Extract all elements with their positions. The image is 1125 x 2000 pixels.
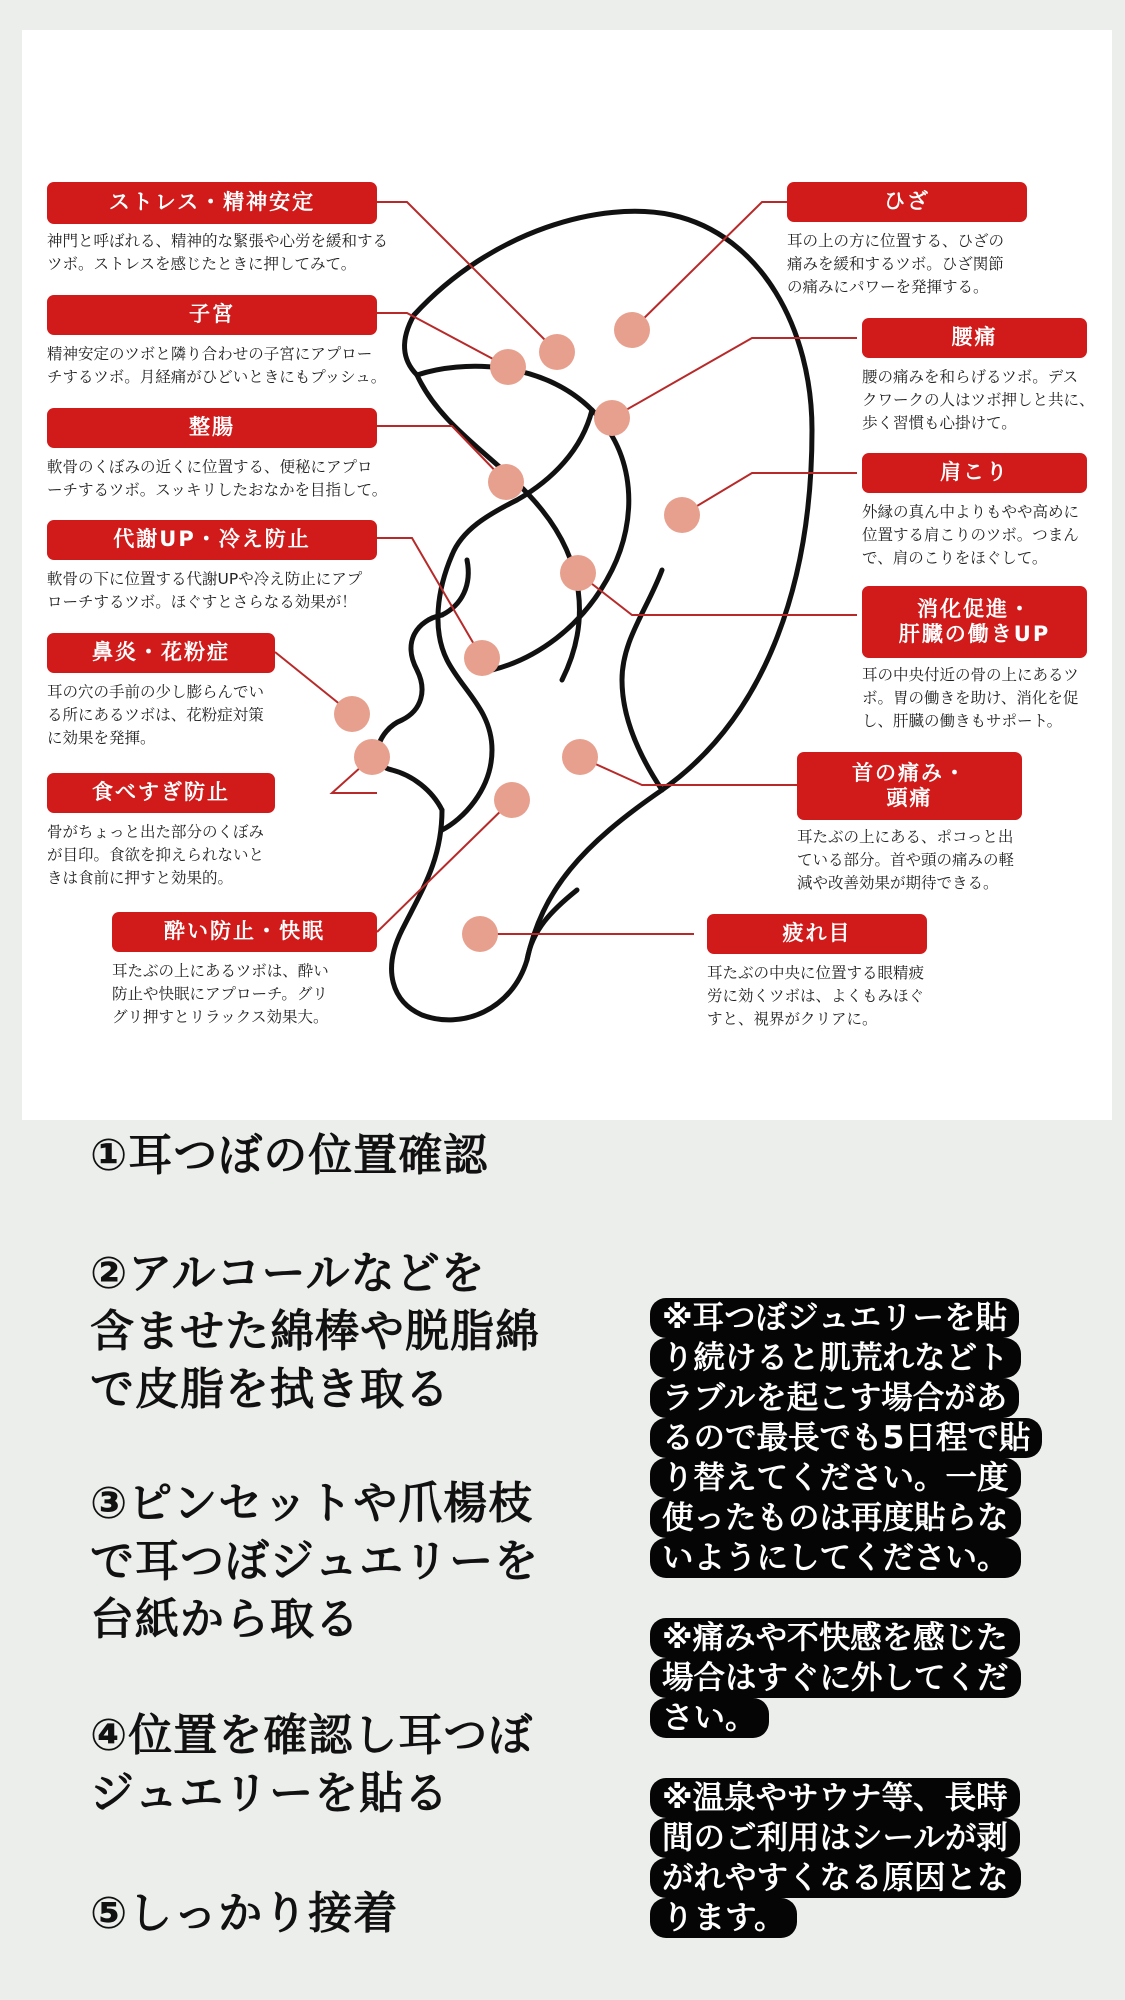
acupoint-metabolism	[464, 640, 500, 676]
desc-shoulder: 外縁の真ん中よりもやや高めに 位置する肩こりのツボ。つまん で、肩のこりをほぐして。	[862, 503, 1080, 567]
desc-overeat: 骨がちょっと出た部分のくぼみ が目印。食欲を抑えられないと きは食前に押すと効果的。	[47, 823, 265, 887]
acupoint-nose	[334, 696, 370, 732]
label-hangover: 酔い防止・快眠	[112, 912, 377, 952]
label-shoulder: 肩こり	[862, 453, 1087, 493]
label-backpain: 腰痛	[862, 318, 1087, 358]
desc-digestion: 耳の中央付近の骨の上にあるツ ボ。胃の働きを助け、消化を促 し、肝臓の働きもサポート。	[862, 666, 1079, 730]
desc-backpain: 腰の痛みを和らげるツボ。デス クワークの人はツボ押しと共に、 歩く習慣も心掛けて。	[862, 368, 1095, 432]
note-discomfort-text: ※痛みや不快感を感じた 場合はすぐに外してくだ さい。	[650, 1618, 1021, 1738]
desc-stress: 神門と呼ばれる、精神的な緊張や心労を緩和する ツボ。ストレスを感じたときに押してみて。	[47, 232, 389, 273]
note-discomfort	[650, 1618, 1070, 1738]
label-uterus: 子宮	[47, 295, 377, 335]
step-3: ③ピンセットや爪楊枝 で耳つぼジュエリーを 台紙から取る	[90, 1478, 540, 1645]
label-neck: 首の痛み・ 頭痛	[797, 752, 1022, 820]
acupoint-hangover	[494, 782, 530, 818]
acupoint-markers	[334, 312, 700, 952]
desc-knee: 耳の上の方に位置する、ひざの 痛みを緩和するツボ。ひざ関節 の痛みにパワーを発揮する。	[787, 232, 1005, 296]
label-nose: 鼻炎・花粉症	[47, 633, 275, 673]
step-5: ⑤しっかり接着	[90, 1888, 399, 1939]
desc-uterus: 精神安定のツボと隣り合わせの子宮にアプロー チするツボ。月経痛がひどいときにもプッシュ。	[47, 345, 387, 386]
acupoint-uterus	[490, 349, 526, 385]
acupoint-neck	[562, 739, 598, 775]
desc-nose: 耳の穴の手前の少し膨らんでい る所にあるツボは、花粉症対策 に効果を発揮。	[47, 683, 265, 747]
step-1: ①耳つぼの位置確認	[90, 1130, 489, 1181]
note-replace-period	[650, 1298, 1070, 1578]
acupoint-eyes	[462, 916, 498, 952]
desc-hangover: 耳たぶの上にあるツボは、酔い 防止や快眠にアプローチ。グリ グリ押すとリラックス効果大。	[112, 962, 329, 1026]
label-metabolism: 代謝UP・冷え防止	[47, 520, 377, 560]
ear-acupressure-diagram	[22, 30, 1112, 1120]
label-intestine: 整腸	[47, 408, 377, 448]
acupoint-backpain	[594, 400, 630, 436]
note-replace-period-text: ※耳つぼジュエリーを貼 り続けると肌荒れなどト ラブルを起こす場合があ るので最長でも5日程で貼 り替えてください。一度 使ったものは再度貼らな いようにしてください。	[650, 1298, 1042, 1578]
acupoint-intestine	[488, 464, 524, 500]
note-hot-spring-text: ※温泉やサウナ等、長時 間のご利用はシールが剥 がれやすくなる原因とな ります。	[650, 1778, 1021, 1938]
desc-eyes: 耳たぶの中央に位置する眼精疲 労に効くツボは、よくもみほぐ すと、視界がクリアに。	[707, 964, 925, 1028]
desc-intestine: 軟骨のくぼみの近くに位置する、便秘にアプロ ーチするツボ。スッキリしたおなかを目指して。	[47, 458, 388, 499]
acupoint-shoulder	[664, 497, 700, 533]
step-4: ④位置を確認し耳つぼ ジュエリーを貼る	[90, 1710, 534, 1819]
acupoint-knee	[614, 312, 650, 348]
label-knee: ひざ	[787, 182, 1027, 222]
step-2: ②アルコールなどを 含ませた綿棒や脱脂綿 で皮脂を拭き取る	[90, 1248, 540, 1415]
label-digestion: 消化促進・ 肝臓の働きUP	[862, 586, 1087, 658]
acupoint-stress	[539, 334, 575, 370]
label-stress: ストレス・精神安定	[47, 182, 377, 224]
acupoint-digestion	[560, 555, 596, 591]
note-hot-spring	[650, 1778, 1070, 1938]
label-eyes: 疲れ目	[707, 914, 927, 954]
acupoint-overeat	[354, 739, 390, 775]
desc-neck: 耳たぶの上にある、ポコっと出 ている部分。首や頭の痛みの軽 減や改善効果が期待できる。	[797, 828, 1015, 892]
desc-metabolism: 軟骨の下に位置する代謝UPや冷え防止にアプ ローチするツボ。ほぐすとさらなる効果が！	[47, 570, 363, 611]
label-overeat: 食べすぎ防止	[47, 773, 275, 813]
